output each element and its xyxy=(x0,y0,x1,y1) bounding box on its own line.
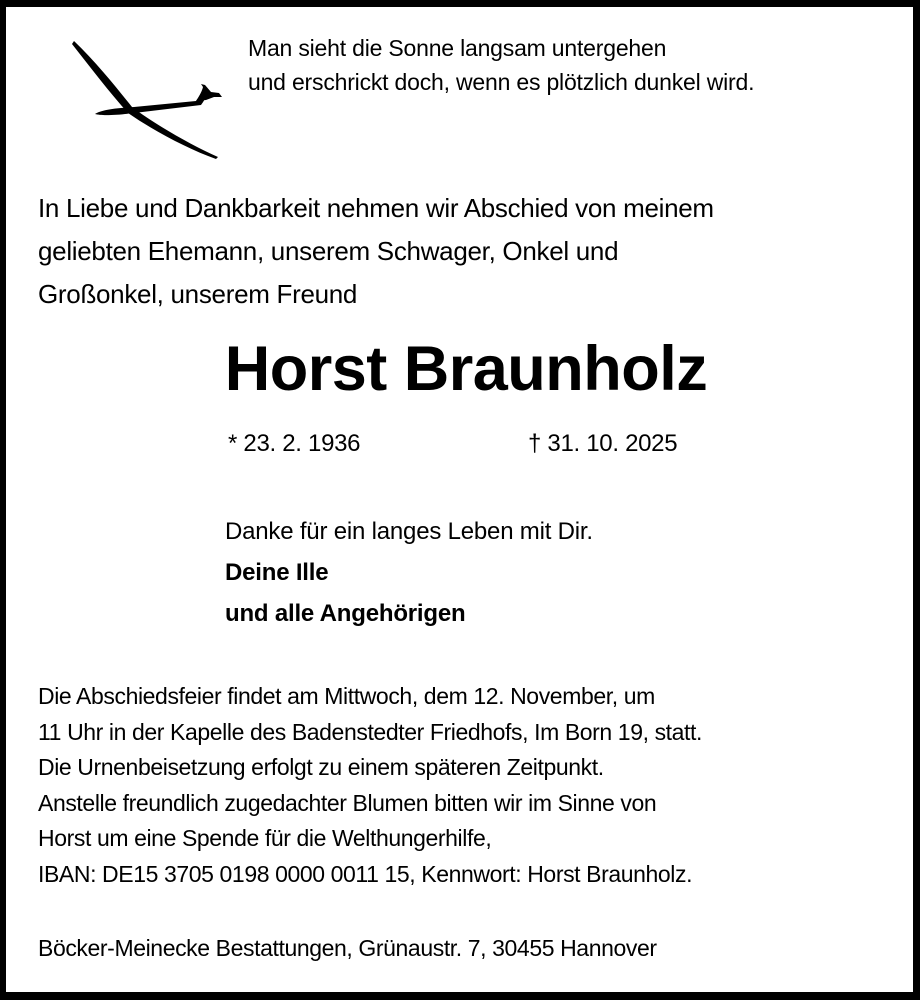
thanks-line: Danke für ein langes Leben mit Dir. xyxy=(225,518,593,545)
details-line: Die Urnenbeisetzung erfolgt zu einem späteren Zeitpunkt. xyxy=(38,754,604,780)
signature-line: und alle Angehörigen xyxy=(225,600,466,627)
ceremony-details xyxy=(38,679,702,892)
poem-line: Man sieht die Sonne langsam untergehen xyxy=(248,35,667,61)
details-line: 11 Uhr in der Kapelle des Badenstedter Friedhofs, Im Born 19, statt. xyxy=(38,718,703,745)
signature-line: Deine Ille xyxy=(225,559,329,586)
donation-iban-line: IBAN: DE15 3705 0198 0000 0011 15, Kennwort: Horst Braunholz. xyxy=(38,860,693,887)
intro-line: geliebten Ehemann, unserem Schwager, Onkel und xyxy=(38,236,619,266)
thanks-block xyxy=(225,511,593,634)
birth-date: * 23. 2. 1936 xyxy=(228,430,361,457)
death-date: † 31. 10. 2025 xyxy=(528,430,678,457)
poem xyxy=(248,31,754,99)
intro-line: Großonkel, unserem Freund xyxy=(38,279,358,309)
details-line: Die Abschiedsfeier findet am Mittwoch, dem 12. November, um xyxy=(38,683,655,709)
details-line: Anstelle freundlich zugedachter Blumen bitten wir im Sinne von xyxy=(38,789,657,816)
glider-icon xyxy=(68,35,228,163)
details-line: Horst um eine Spende für die Welthungerhilfe, xyxy=(38,825,492,851)
undertaker-address: Böcker-Meinecke Bestattungen, Grünaustr. 7, 30455 Hannover xyxy=(38,935,657,961)
intro-line: In Liebe und Dankbarkeit nehmen wir Abschied von meinem xyxy=(38,193,714,223)
intro-text xyxy=(38,187,714,316)
deceased-name: Horst Braunholz xyxy=(224,334,708,404)
poem-line: und erschrickt doch, wenn es plötzlich dunkel wird. xyxy=(248,69,755,95)
